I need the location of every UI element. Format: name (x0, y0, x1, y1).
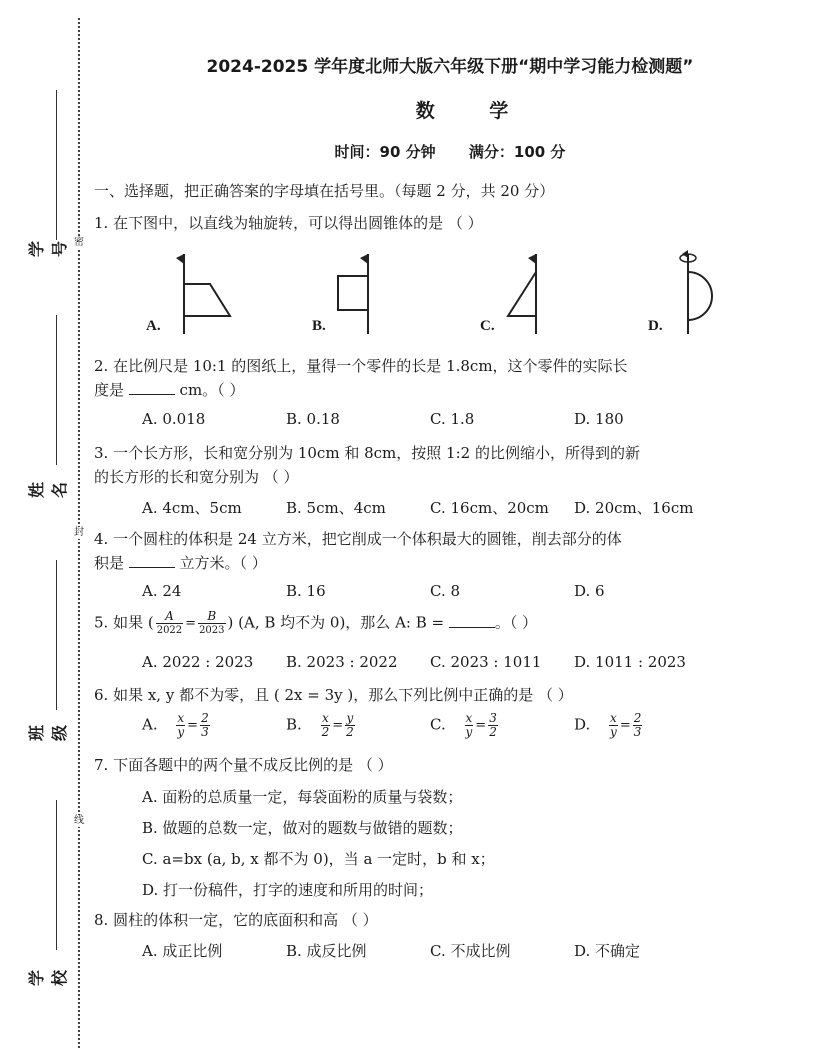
question-4-line-2 (94, 552, 267, 573)
equals-sign: = (185, 616, 197, 631)
question-5-tail: 。（ ） (494, 613, 538, 632)
figure-label-b: B. (312, 318, 326, 334)
fraction-denominator: y (177, 725, 185, 739)
school-blank-line (56, 800, 57, 950)
fraction (465, 712, 474, 739)
name-blank-line (56, 315, 57, 465)
question-3-line-1: 3. 一个长方形，长和宽分别为 10cm 和 8cm，按照 1:2 的比例缩小，所得到的新 (94, 444, 640, 462)
option-b[interactable]: B. 0.18 (286, 410, 340, 428)
student-id-label: 学号 (27, 241, 69, 258)
exam-title: 2024-2025 学年度北师大版六年级下册“期中学习能力检测题” (206, 57, 694, 77)
full-score: 满分：100 分 (468, 143, 566, 161)
fraction-b-over-2023 (198, 610, 225, 637)
fraction-denominator: 3 (201, 725, 209, 739)
option-c[interactable]: C. 不成比例 (430, 942, 511, 960)
figure-d-semicircle (660, 248, 770, 338)
option-b[interactable]: B. 成反比例 (286, 942, 367, 960)
fraction-denominator: y (610, 725, 617, 739)
option-a[interactable]: A. 2022 : 2023 (142, 653, 254, 671)
fraction (200, 712, 210, 739)
seal-mark-mi: 密 (74, 237, 84, 248)
figure-b-square (320, 248, 430, 338)
question-4-text-b: 立方米。（ ） (174, 554, 267, 572)
name-label: 姓名 (27, 482, 69, 499)
option-a[interactable]: A. 成正比例 (142, 942, 223, 960)
question-4-line-1: 4. 一个圆柱的体积是 24 立方米，把它削成一个体积最大的圆锥，削去部分的体 (94, 530, 622, 548)
fraction-denominator: 2022 (156, 625, 183, 636)
question-7-option-c[interactable]: C. a=bx (a, b, x 都不为 0)，当 a 一定时，b 和 x； (142, 850, 495, 868)
fraction (633, 712, 643, 739)
fraction-a-over-2022 (156, 610, 183, 637)
fraction (321, 712, 331, 739)
equals-sign: = (187, 718, 199, 733)
option-d[interactable]: D. 180 (574, 410, 624, 428)
question-2-text-a: 度是 (94, 381, 129, 399)
fraction-numerator: 3 (489, 711, 497, 725)
fraction-denominator: 2 (346, 725, 354, 739)
class-label: 班级 (27, 725, 69, 742)
option-d[interactable]: D. 不确定 (574, 942, 641, 960)
question-7-option-b[interactable]: B. 做题的总数一定，做对的题数与做错的题数； (142, 819, 463, 837)
option-letter: B. (286, 715, 302, 734)
class-blank-line (56, 560, 57, 710)
school-label: 学校 (27, 970, 69, 987)
fraction (609, 712, 618, 739)
fraction-numerator: x (610, 711, 617, 725)
question-2-text-b: cm。（ ） (174, 381, 245, 399)
figure-label-c: C. (480, 318, 495, 334)
figure-c-triangle (490, 248, 600, 338)
option-c[interactable]: C. 8 (430, 582, 461, 600)
fraction-numerator: 2 (633, 711, 642, 725)
question-1: 1. 在下图中，以直线为轴旋转，可以得出圆锥体的是 （ ） (94, 214, 483, 232)
option-d[interactable]: D. 1011 : 2023 (574, 653, 686, 671)
fraction (176, 712, 185, 739)
question-2-line-1: 2. 在比例尺是 10:1 的图纸上，量得一个零件的长是 1.8cm，这个零件的实际长 (94, 357, 628, 375)
fraction-numerator: x (465, 711, 473, 725)
option-b[interactable]: B. 2023 : 2022 (286, 653, 398, 671)
fraction-numerator: y (346, 711, 354, 725)
question-7: 7. 下面各题中的两个量不成反比例的是 （ ） (94, 756, 393, 774)
fraction-numerator: A (156, 610, 183, 624)
option-c[interactable]: C. 2023 : 1011 (430, 653, 542, 671)
option-letter: A. (142, 715, 158, 734)
equals-sign: = (619, 718, 631, 733)
fraction-numerator: x (177, 711, 185, 725)
time-limit: 时间：90 分钟 (334, 143, 436, 161)
fraction-numerator: x (322, 711, 329, 725)
question-3-line-2: 的长方形的长和宽分别为 （ ） (94, 468, 299, 486)
option-c[interactable]: C. 16cm、20cm (430, 499, 549, 517)
option-c[interactable]: C. 1.8 (430, 410, 475, 428)
answer-blank[interactable] (129, 553, 175, 568)
seal-mark-feng: 封 (74, 527, 84, 538)
subject-title: 数 学 (415, 100, 533, 122)
option-a[interactable] (142, 712, 212, 739)
option-letter: D. (574, 715, 591, 734)
equals-sign: = (332, 718, 344, 733)
question-7-option-d[interactable]: D. 打一份稿件，打字的速度和所用的时间； (142, 881, 434, 899)
fraction-numerator: B (198, 610, 225, 624)
section-1-heading: 一、选择题，把正确答案的字母填在括号里。（每题 2 分，共 20 分） (94, 182, 555, 200)
question-2-line-2 (94, 379, 244, 400)
question-8: 8. 圆柱的体积一定，它的底面积和高 （ ） (94, 911, 378, 929)
fraction-denominator: y (465, 725, 473, 739)
student-id-blank-line (56, 90, 57, 240)
option-a[interactable]: A. 24 (142, 582, 182, 600)
fraction-denominator: 3 (633, 725, 642, 739)
option-d[interactable]: D. 6 (574, 582, 605, 600)
figure-a-trapezoid (160, 248, 270, 338)
fraction-denominator: 2 (321, 725, 330, 739)
fraction-numerator: 2 (201, 711, 209, 725)
fraction (488, 712, 498, 739)
option-a[interactable]: A. 0.018 (142, 410, 206, 428)
question-7-option-a[interactable]: A. 面粉的总质量一定，每袋面粉的质量与袋数； (142, 788, 463, 806)
option-b[interactable] (286, 712, 357, 739)
option-d[interactable]: D. 20cm、16cm (574, 499, 694, 517)
answer-blank[interactable] (449, 613, 495, 628)
question-4-text-a: 积是 (94, 554, 129, 572)
option-d[interactable] (574, 712, 644, 739)
option-a[interactable]: A. 4cm、5cm (142, 499, 242, 517)
option-c[interactable] (430, 712, 500, 739)
figure-label-a: A. (146, 318, 161, 334)
question-5 (94, 610, 537, 637)
equals-sign: = (475, 718, 487, 733)
fraction (345, 712, 355, 739)
question-5-prefix: 5. 如果 ( (94, 613, 154, 632)
question-5-suffix: ) (A, B 均不为 0)，那么 A: B = (227, 613, 449, 632)
figure-label-d: D. (648, 318, 663, 334)
fraction-denominator: 2023 (199, 625, 225, 636)
seal-mark-xian: 线 (74, 815, 84, 826)
fraction-denominator: 2 (489, 725, 497, 739)
answer-blank[interactable] (129, 380, 175, 395)
option-letter: C. (430, 715, 446, 734)
exam-info (100, 141, 800, 162)
option-b[interactable]: B. 16 (286, 582, 326, 600)
option-b[interactable]: B. 5cm、4cm (286, 499, 386, 517)
question-6: 6. 如果 x, y 都不为零，且 ( 2x = 3y )，那么下列比例中正确的是 （ ） (94, 686, 573, 704)
